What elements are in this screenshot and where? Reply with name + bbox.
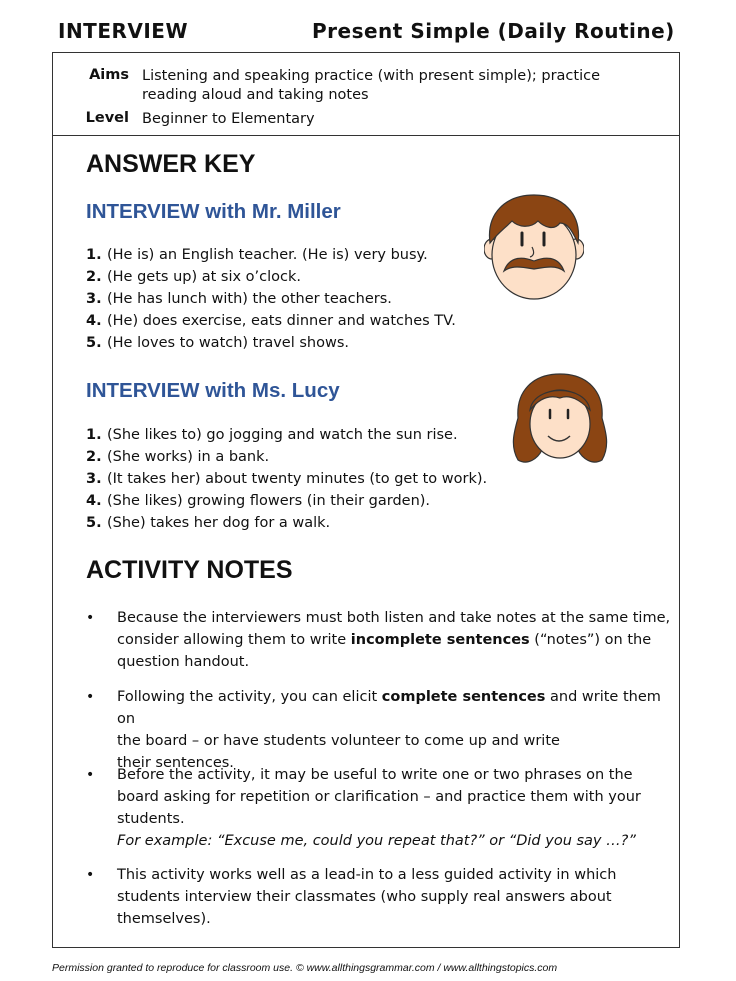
aims-line-2: reading aloud and taking notes <box>142 87 369 103</box>
activity-note-1: Because the interviewers must both listen and take notes at the same time, consider allowing them to write incomplete sentences (“notes”) on the question handout. <box>117 610 671 670</box>
answer-key-heading: ANSWER KEY <box>86 150 256 178</box>
ms-lucy-face-illustration <box>508 370 612 468</box>
worksheet-title: INTERVIEW <box>58 19 189 43</box>
miller-answer-3: 3. (He has lunch with) the other teachers. <box>86 291 392 307</box>
lucy-answer-3: 3. (It takes her) about twenty minutes (to get to work). <box>86 471 488 487</box>
note-1-bullet: • <box>86 610 95 626</box>
worksheet-topic: Present Simple (Daily Routine) <box>312 19 675 43</box>
lucy-answer-4: 4. (She likes) growing flowers (in their garden). <box>86 493 431 509</box>
lucy-heading: INTERVIEW with Ms. Lucy <box>86 379 340 402</box>
header-divider <box>53 135 679 136</box>
mr-miller-face-illustration <box>484 193 584 301</box>
copyright-footer: Permission granted to reproduce for classroom use. © www.allthingsgrammar.com / www.allthingstopics.com <box>52 962 558 974</box>
activity-note-4: This activity works well as a lead-in to a less guided activity in which students interview their classmates (who supply real answers about themselves). <box>117 867 617 927</box>
activity-note-2: Following the activity, you can elicit complete sentences and write them on the board – or have students volunteer to come up and write their sentences. <box>117 689 661 771</box>
miller-answer-1: 1. (He is) an English teacher. (He is) very busy. <box>86 247 428 263</box>
aims-label: Aims <box>89 67 129 83</box>
activity-note-3: Before the activity, it may be useful to write one or two phrases on the board asking for repetition or clarification – and practice them with your students. For example: “Excuse me, could you repeat that?” or “Did you say …?” <box>117 767 641 849</box>
miller-answer-5: 5. (He loves to watch) travel shows. <box>86 335 349 351</box>
miller-heading: INTERVIEW with Mr. Miller <box>86 200 341 223</box>
miller-answer-4: 4. (He) does exercise, eats dinner and watches TV. <box>86 313 456 329</box>
aims-value <box>142 67 612 105</box>
level-value: Beginner to Elementary <box>142 111 315 127</box>
note-3-bullet: • <box>86 767 95 783</box>
aims-line-1: Listening and speaking practice (with present simple); practice <box>142 68 601 84</box>
note-4-bullet: • <box>86 867 95 883</box>
note-2-bullet: • <box>86 689 95 705</box>
miller-answer-2: 2. (He gets up) at six o’clock. <box>86 269 302 285</box>
activity-notes-heading: ACTIVITY NOTES <box>86 556 293 584</box>
lucy-answer-5: 5. (She) takes her dog for a walk. <box>86 515 331 531</box>
level-label: Level <box>85 110 129 126</box>
lucy-answer-2: 2. (She works) in a bank. <box>86 449 270 465</box>
lucy-answer-1: 1. (She likes to) go jogging and watch the sun rise. <box>86 427 458 443</box>
